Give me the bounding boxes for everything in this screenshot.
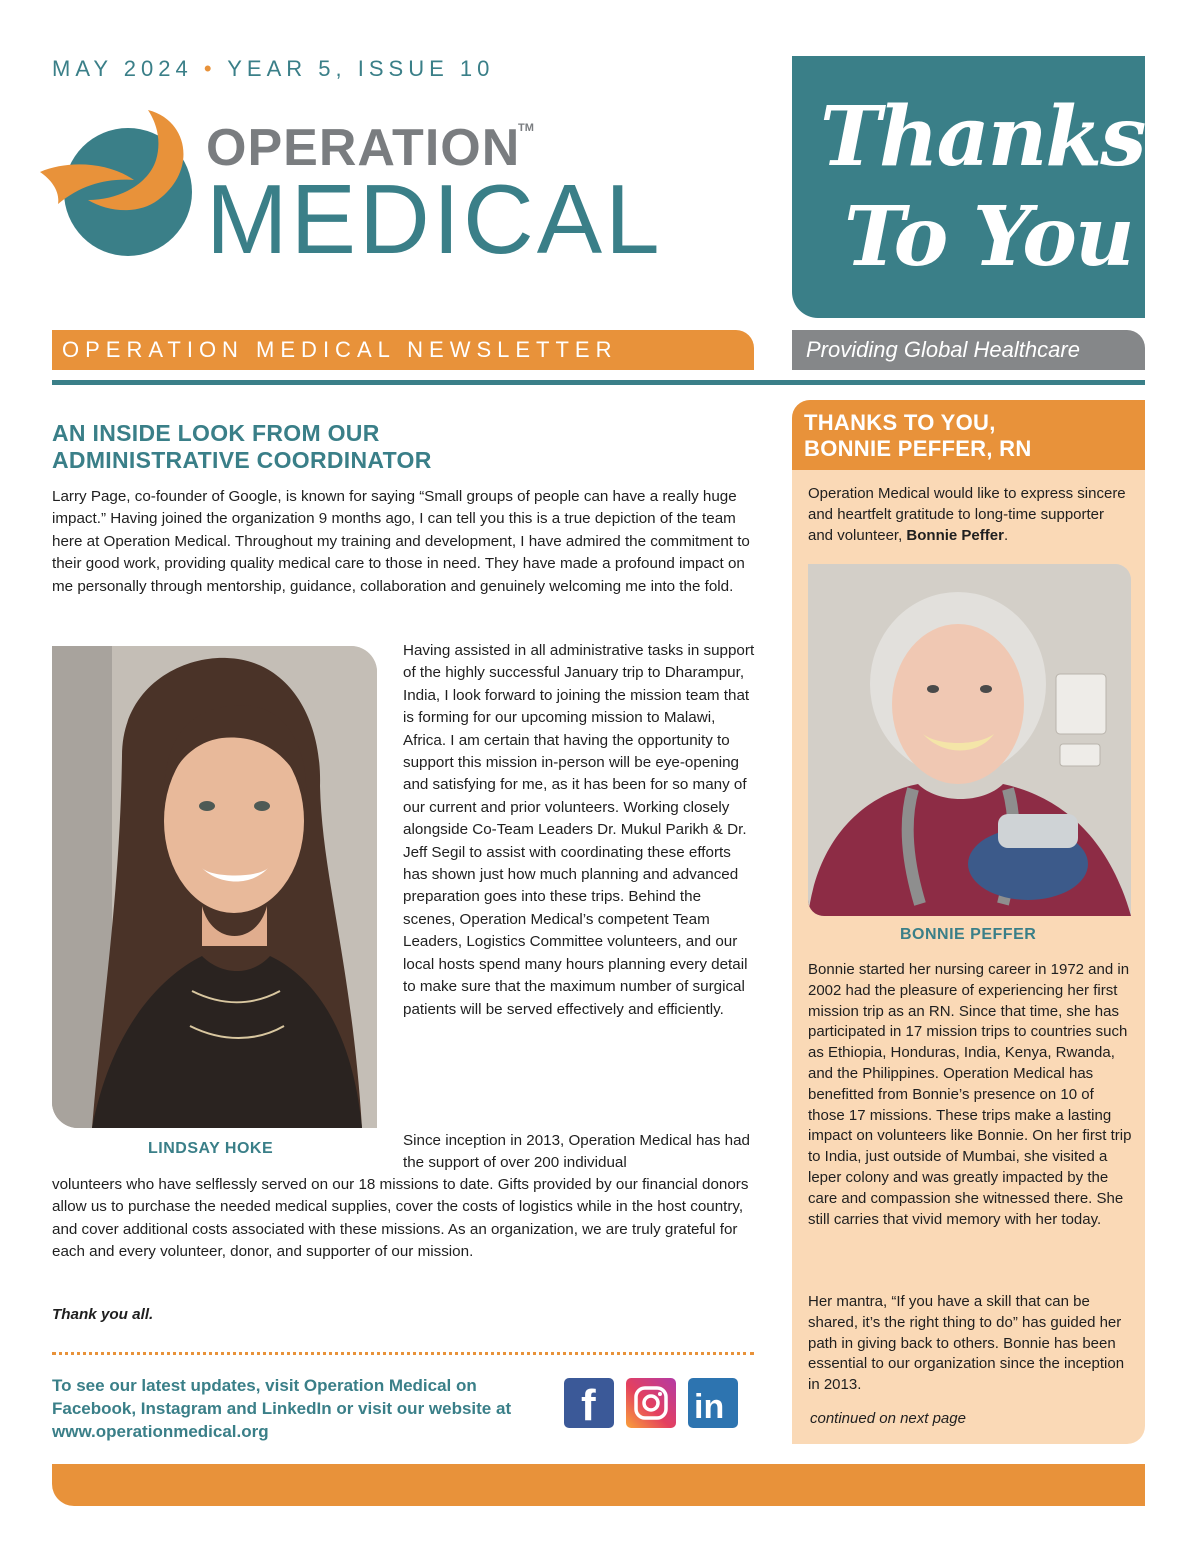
operation-medical-logo [38, 100, 678, 274]
article-paragraph-2: Having assisted in all administrative tasks in support of the highly successful January trip to Dharampur, India, I look forward to joining the mission team that is forming for our upcoming mission to Malawi, Africa. I am certain that having the opportunity to support this mission in-person will be eye-opening and satisfying for me, as it has been for so many of our current and prior volunteers. Working closely alongside Co-Team Leaders Dr. Mukul Parikh & Dr. Jeff Segil to assist with coordinating these efforts has shown just how much planning and advanced preparation goes into these trips. Behind the scenes, Operation Medical’s competent Team Leaders, Logistics Committee volunteers, and our local hosts spend many hours planning every detail to make sure that the maximum number of surgical patients will be served effectively and efficiently. [403, 642, 755, 1018]
headline-line2: ADMINISTRATIVE COORDINATOR [52, 447, 432, 473]
sidebar-intro-text: Operation Medical would like to express sincere and heartfelt gratitude to long-time supporter and volunteer, [808, 485, 1126, 544]
bonnie-peffer-photo [808, 564, 1131, 916]
sidebar-intro-name: Bonnie Peffer [906, 526, 1004, 544]
facebook-icon[interactable] [564, 1378, 614, 1428]
linkedin-glyph: in [694, 1388, 725, 1426]
footer-bar [52, 1464, 1145, 1506]
portrait-icon [52, 646, 377, 1128]
article-headline [52, 420, 652, 474]
footer-dotted-divider [52, 1352, 754, 1355]
portrait-icon [808, 564, 1131, 916]
footer-call-to-action: To see our latest updates, visit Operation Medical on Facebook, Instagram and LinkedIn or visit our website at www.operationmedical.org [52, 1376, 512, 1441]
sidebar-paragraph-1: Bonnie started her nursing career in 1972 and in 2002 had the pleasure of experiencing her first mission trip as an RN. Since that time, she has participated in 17 mission trips to countries such as Ethiopia, Honduras, India, Kenya, Rwanda, and the Philippines. Operation Medical has benefitted from Bonnie’s presence on 10 of those 17 missions. These trips make a lasting impact on volunteers like Bonnie. On her first trip to India, just outside of Mumbai, she visited a leper colony and was greatly impacted by the care and compassion she witnessed there. She still carries that vivid memory with her today. [808, 961, 1132, 1228]
logo-emblem-icon [38, 100, 208, 270]
issue-separator: • [203, 56, 217, 81]
facebook-glyph: f [581, 1381, 596, 1428]
article-paragraph-3-rest: volunteers who have selflessly served on our 18 missions to date. Gifts provided by our financial donors allow us to purchase the needed medical supplies, cover the costs of logistics while in the host country, and cover additional costs associated with these missions. As an organization, we are truly grateful for each and every volunteer, donor, and supporter of our mission. [52, 1176, 749, 1261]
newsletter-label: OPERATION MEDICAL NEWSLETTER [62, 337, 618, 362]
tagline-banner [792, 330, 1145, 370]
thanks-script-line1: Thanks [820, 89, 1145, 185]
logo-word-medical: MEDICAL [206, 164, 663, 274]
tagline: Providing Global Healthcare [806, 337, 1080, 362]
bonnie-photo-caption: BONNIE PEFFER [900, 926, 1037, 943]
sidebar-heading [792, 400, 1145, 470]
lindsay-photo-caption: LINDSAY HOKE [148, 1140, 274, 1157]
sidebar-intro [808, 484, 1133, 546]
headline-line1: AN INSIDE LOOK FROM OUR [52, 420, 380, 446]
bonnie-sidebar [792, 400, 1145, 1444]
issue-number: YEAR 5, ISSUE 10 [227, 56, 495, 81]
sidebar-intro-end: . [1003, 526, 1009, 544]
issue-date: MAY 2024 [52, 56, 193, 81]
newsletter-banner [52, 330, 754, 370]
instagram-icon[interactable] [626, 1378, 676, 1428]
article-paragraph-3-start: Since inception in 2013, Operation Medical has had the support of over 200 individual [403, 1132, 751, 1172]
sidebar-paragraph-2: Her mantra, “If you have a skill that can be shared, it’s the right thing to do” has guided her path in giving back to others. Bonnie has been essential to our organization since the inception in 2013. [808, 1293, 1125, 1394]
article-paragraph-1: Larry Page, co-founder of Google, is known for saying “Small groups of people can have a really huge impact.” Having joined the organization 9 months ago, I can tell you this is a true depiction of the team here at Operation Medical. Throughout my training and development, I have admired the commitment to their good work, providing quality medical care to those in need. They have made a profound impact on me personally through mentorship, guidance, collaboration and genuinely welcoming me into the fold. [52, 488, 750, 595]
continued-note: continued on next page [810, 1410, 966, 1427]
linkedin-icon[interactable] [688, 1378, 738, 1428]
logo-word-operation: OPERATION [206, 119, 521, 177]
issue-line [52, 56, 494, 82]
sidebar-heading-line1: THANKS TO YOU, [804, 410, 996, 435]
thanks-script-line2: To You [844, 189, 1133, 285]
logo-trademark: TM [518, 122, 534, 134]
header-divider [52, 380, 1145, 385]
thanks-to-you-box [792, 56, 1145, 318]
article-closing: Thank you all. [52, 1306, 154, 1323]
lindsay-hoke-photo [52, 646, 377, 1128]
sidebar-heading-line2: BONNIE PEFFER, RN [804, 436, 1032, 461]
